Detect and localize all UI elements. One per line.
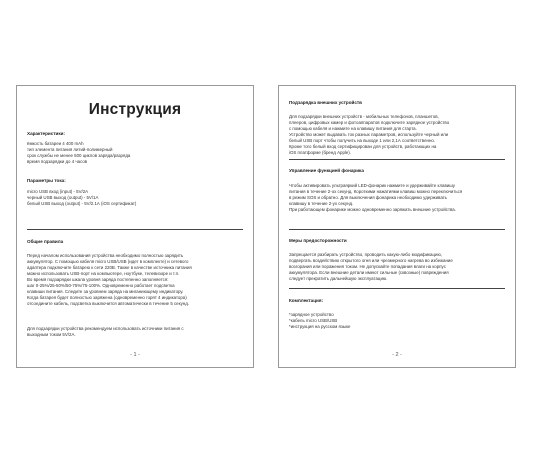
flashlight-line: Чтобы активировать ультраяркий LED-фонарик нажмите и удерживайте клавишу [289,183,455,188]
flashlight-line: клавишу в течение 2-ух секунд. [289,200,354,206]
characteristics-heading: Характеристики: [27,131,65,136]
kit-item: *кабель micro USB/USB [289,317,338,323]
flashlight-line: питания в течение 2-ох секунд. Короткими нажатиями клавиш можно переключиться [289,188,463,194]
charging-line: белый USB порт чтобы получить на выходе 1 или 2,1А соответственно. [289,137,436,143]
section-divider [289,159,505,160]
general-rules-line: Перед началом использования устройства необходимо полностью зарядить [27,253,184,258]
characteristics-line: ёмкость батареи 4 400 mAh [27,141,84,146]
flashlight-heading: Управление функцией фонарика [289,168,364,173]
page-number: - 2 - [392,352,402,358]
charging-text [289,114,507,156]
safety-line: Запрещается разбирать устройство, проводить какую-либо модификацию, [289,252,442,257]
flashlight-line: в режим SOS и обратно. Для выключения фонарика необходимо удерживать [289,194,447,200]
charging-line: Кроме того белый вход сертифицирован для устройств, работающих на [289,143,437,149]
safety-text [289,252,507,282]
characteristics-list [27,141,245,165]
charging-line: iOS платформе (бренд Apple). [289,149,351,155]
section-divider [27,229,243,230]
general-rules-note-line: выходным током 5V/2А. [27,331,76,337]
kit-heading: Комплектация: [289,298,324,303]
safety-line: подвергать воздействию открытого огня или чрезмерного нагрева во избежание [289,257,453,263]
charging-line: Устройство может выдавать ток разных параметров, используйте черный или [289,131,449,137]
charging-line: плееров, цифровых камер и фотоаппаратов подключите зарядное устройство [289,119,450,125]
general-rules-note-line: Для подзарядки устройства рекомендуем использовать источники питания с [27,326,184,331]
safety-line: возгорания или поражения током. Не допускайте попадания влаги на корпус [289,263,446,269]
general-rules-line: шаг 0-25%/25-50%/50-75%/75-100%. Одновременно работает подсветка [27,282,175,288]
section-divider [289,229,505,230]
safety-line: следует прекратить дальнейшую эксплуатацию. [289,275,388,281]
characteristics-line: время подзарядки до 4 часов [27,158,88,164]
charging-line: Для подзарядки внешних устройств - мобильных телефонов, планшетов, [289,114,439,119]
flashlight-line: При работающем фонарике можно одновременно заряжать внешние устройства. [289,206,456,212]
kit-list [289,312,507,330]
current-parameters-heading: Параметры тока: [27,178,66,183]
kit-item: *зарядное устройство [289,312,334,317]
general-rules-line: адаптера подключите батарею к сети 220В. Также в качестве источника питания [27,264,192,270]
general-rules-line: Во время подзарядки шкала уровня заряда постепенно заполняется: [27,276,169,282]
current-parameters-line: белый USB выход (output) - 5V/2.1А (iOS сертификат) [27,200,137,206]
general-rules-line: отсоедините кабель, подсветка выключится автоматически в течение 5 секунд. [27,300,189,306]
document-title: Инструкция [88,101,182,118]
characteristics-line: срок службы не менее 500 циклов заряда/разряда [27,152,131,158]
general-rules-note [27,326,245,338]
current-parameters-line: micro USB вход (input) - 5V/2А [27,189,89,194]
instruction-page-2 [278,85,516,368]
instruction-page-1 [16,85,254,368]
section-divider [289,288,505,289]
current-parameters-line: черный USB выход (output) - 5V/1А [27,194,99,200]
current-parameters-list [27,189,245,207]
charging-line: с помощью кабеля и нажмите на клавишу питания для старта. [289,125,417,131]
general-rules-heading: Общие правила [27,239,64,244]
general-rules-line: Когда батарея будет полностью заряжена (одновременно горят 4 индикатора) [27,294,187,300]
general-rules-line: можно использовать USB-порт на компьютере, ноутбуке, телевизоре и т.п. [27,270,180,276]
general-rules-line: клавиши питания. Следите за уровнем заряда на миганиющему индикатору. [27,288,184,294]
general-rules-text [27,253,245,306]
charging-heading: Подзарядка внешних устройств [289,100,362,105]
safety-heading: Меры предосторожности [289,238,347,243]
page-number: - 1 - [130,352,140,358]
general-rules-line: аккумулятор. С помощью кабеля micro USB/USB (идет в комплекте) и сетевого [27,258,189,264]
characteristics-line: тип элемента питания литий-полимерный [27,146,113,152]
kit-item: *инструкция на русском языке [289,323,351,329]
safety-line: аккумулятора. Если внешние детали имеют сильные (сквозные) повреждения [289,269,449,275]
flashlight-text [289,183,507,213]
